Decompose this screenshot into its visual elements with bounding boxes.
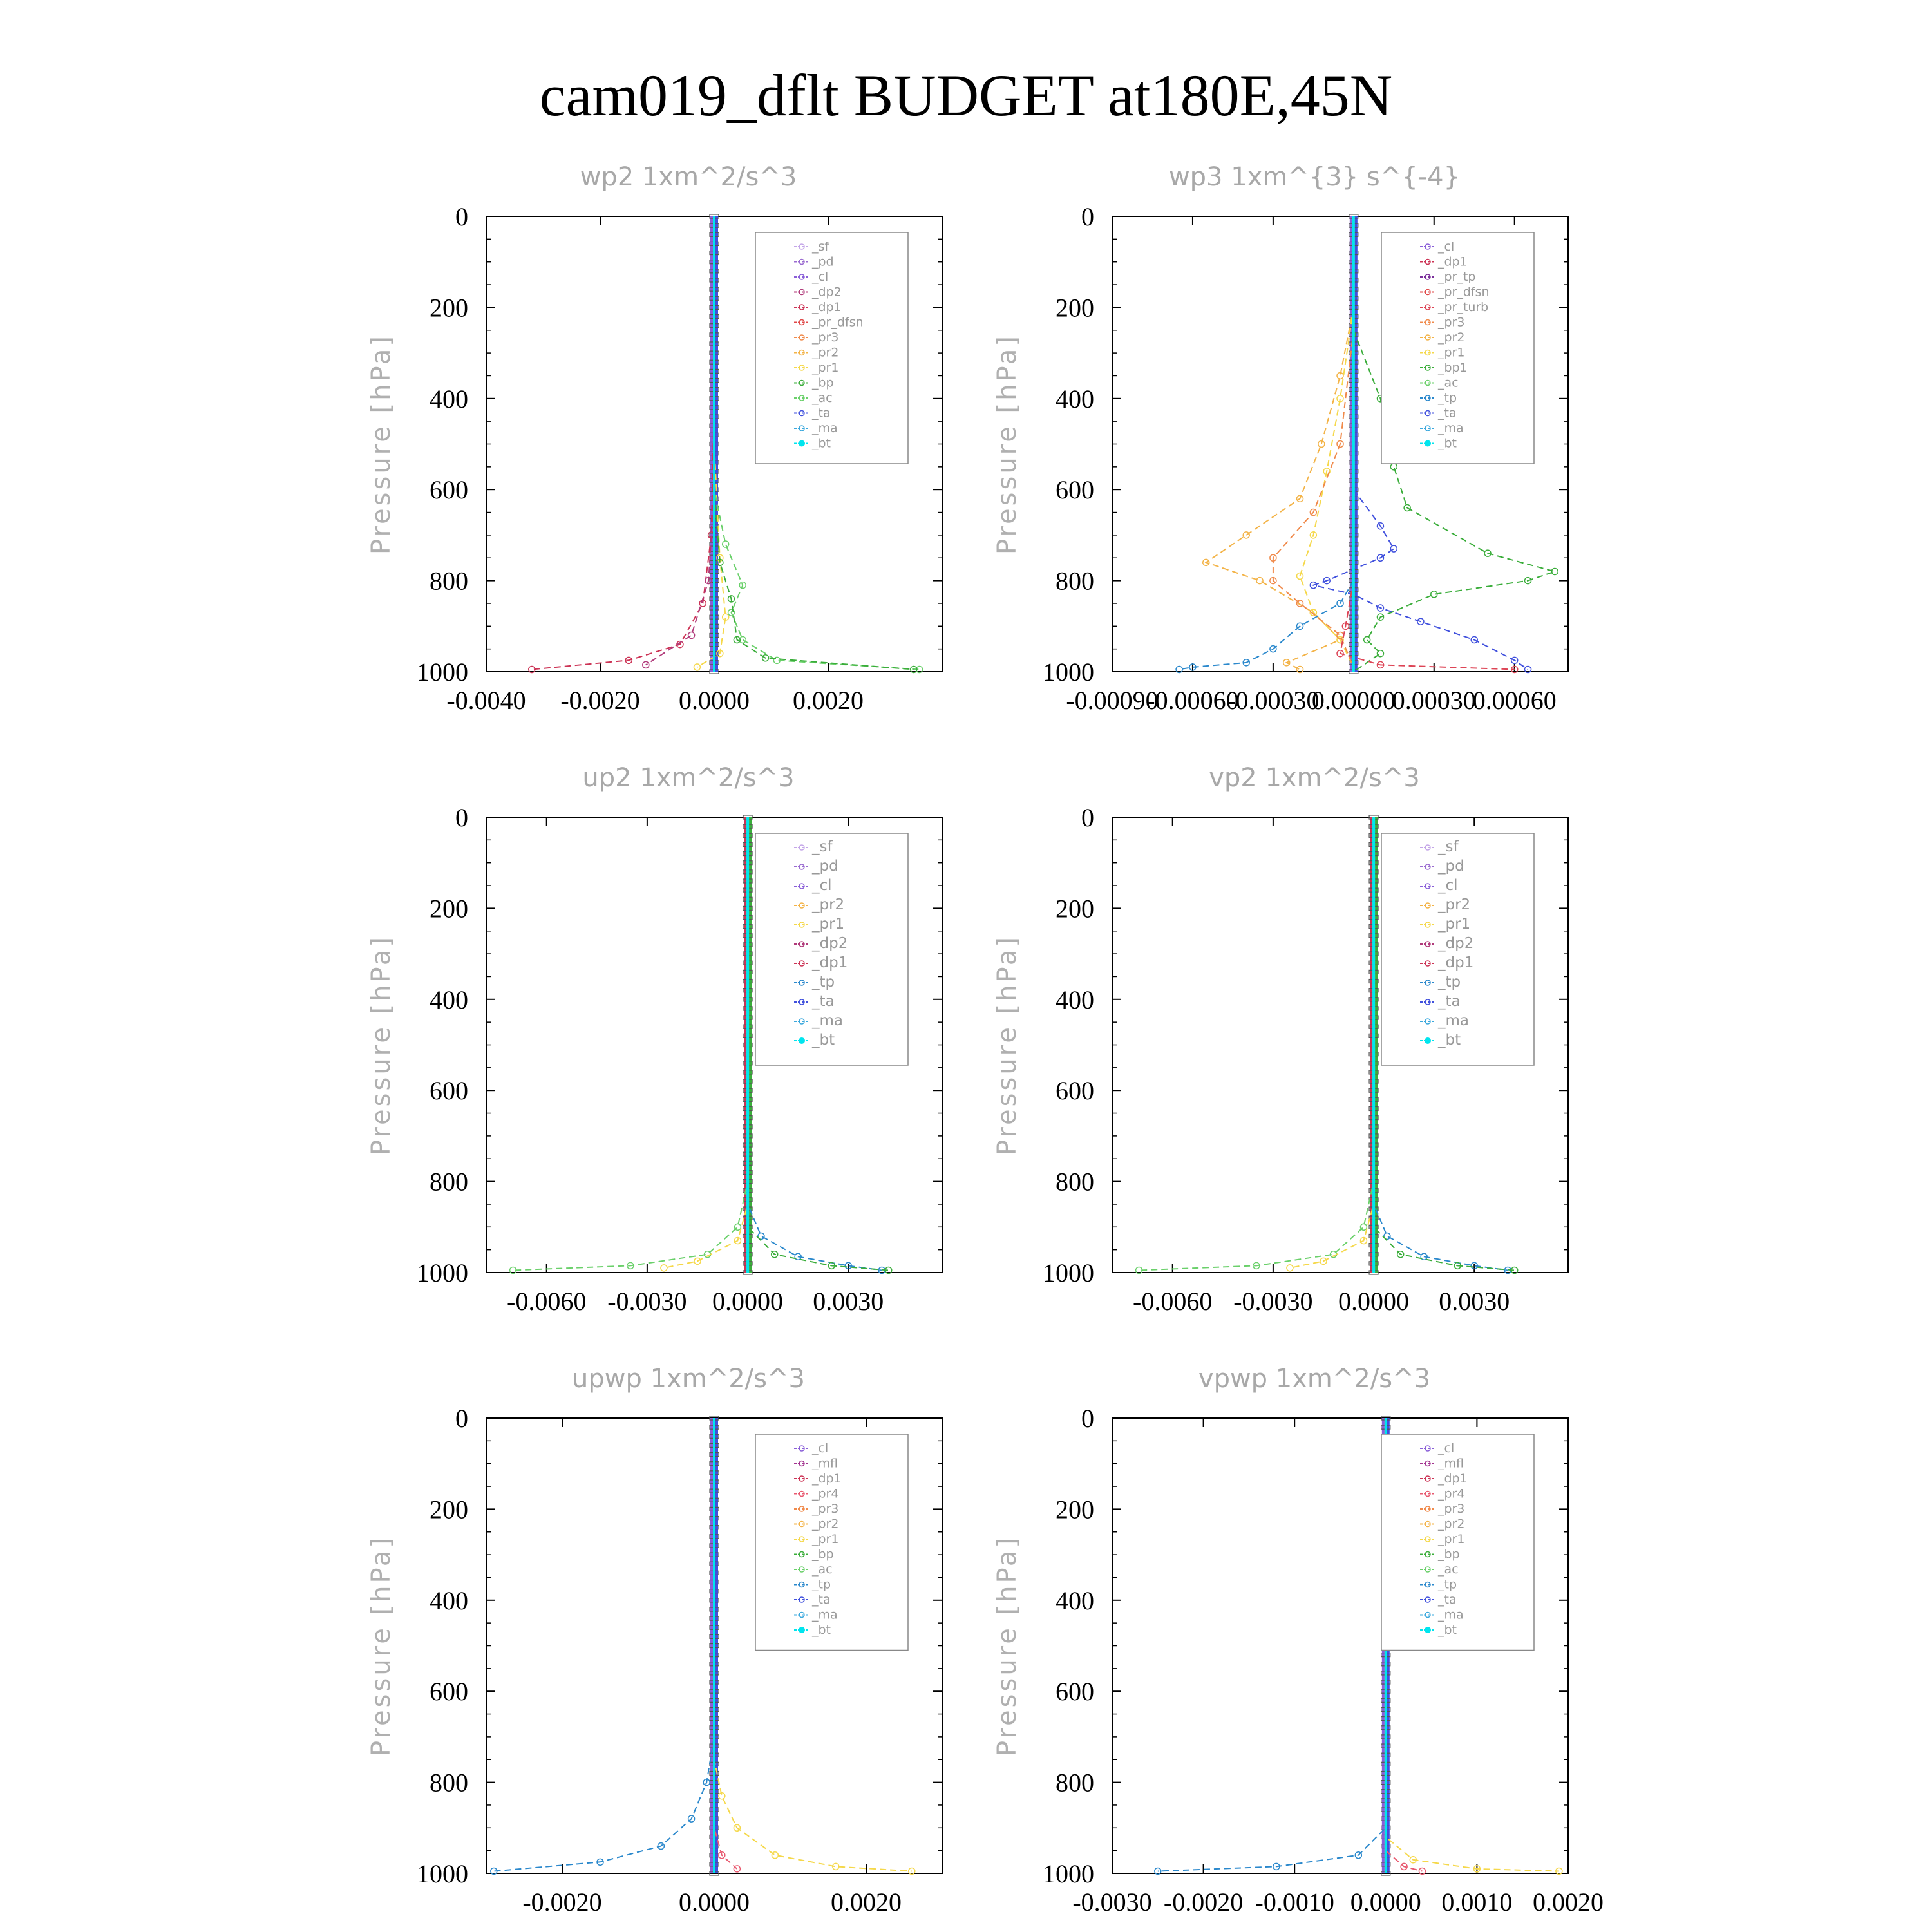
- legend-label: _bp: [812, 1547, 834, 1562]
- series-line-dp1: [513, 817, 748, 1271]
- legend-label: _tp: [1438, 391, 1457, 405]
- legend-label: _pd: [1438, 858, 1464, 875]
- legend-label: _tp: [1438, 974, 1461, 990]
- y-tick-label: 200: [430, 1495, 468, 1524]
- x-tick-label: 0.0000: [712, 1287, 784, 1316]
- series-marker-pr4: [734, 1866, 740, 1872]
- legend-label: _pr1: [1438, 1532, 1465, 1546]
- y-tick-label: 200: [430, 894, 468, 923]
- legend-label: _bt: [812, 1623, 831, 1637]
- legend-label: _pr1: [812, 1532, 839, 1546]
- y-tick-label: 400: [430, 384, 468, 413]
- legend-label: _mfl: [812, 1456, 838, 1471]
- legend-label: _ta: [812, 406, 831, 421]
- x-tick-label: 0.0030: [813, 1287, 884, 1316]
- y-axis-label: Pressure [hPa]: [992, 334, 1022, 554]
- series-marker-pr1: [1297, 573, 1303, 580]
- y-tick-label: 200: [430, 293, 468, 323]
- panel-vpwp: [992, 1364, 1604, 1917]
- legend: [755, 833, 908, 1065]
- y-tick-label: 1000: [1043, 1258, 1094, 1287]
- y-axis-label: Pressure [hPa]: [992, 934, 1022, 1155]
- x-tick-label: 0.0000: [1350, 1888, 1421, 1917]
- series-marker-ac: [723, 541, 729, 547]
- panel-vp2: [992, 763, 1568, 1316]
- legend-label: _dp1: [812, 1472, 842, 1486]
- y-tick-label: 800: [430, 1768, 468, 1797]
- legend-label: _pr3: [812, 330, 839, 345]
- legend-marker: [799, 1627, 805, 1633]
- y-tick-label: 0: [1081, 202, 1094, 231]
- legend-label: _bt: [1438, 436, 1457, 451]
- x-tick-label: 0.0000: [679, 1888, 750, 1917]
- x-tick-label: -0.00030: [1227, 686, 1320, 715]
- legend-label: _bp: [1438, 1547, 1460, 1562]
- x-tick-label: 0.0000: [679, 686, 750, 715]
- y-axis-label: Pressure [hPa]: [366, 334, 396, 554]
- legend-marker: [1425, 440, 1431, 447]
- panel-up2: [366, 763, 942, 1316]
- x-tick-label: -0.0010: [1255, 1888, 1334, 1917]
- legend-label: _pr3: [1438, 1502, 1465, 1516]
- panel-title: vp2 1xm^2/s^3: [1209, 763, 1420, 793]
- legend: [1381, 1434, 1534, 1651]
- legend-label: _cl: [812, 270, 829, 284]
- y-tick-label: 1000: [1043, 1859, 1094, 1888]
- legend-label: _dp1: [1438, 954, 1474, 971]
- legend-label: _pr2: [812, 1517, 839, 1531]
- panel-wp3: [992, 162, 1568, 715]
- legend-label: _ma: [812, 1012, 843, 1029]
- y-tick-label: 600: [430, 1076, 468, 1106]
- legend-label: _pr2: [1438, 1517, 1465, 1531]
- legend-label: _cl: [1438, 240, 1455, 254]
- series-marker-ta: [1390, 545, 1397, 552]
- legend-label: _dp1: [1438, 1472, 1468, 1486]
- legend-label: _dp2: [812, 935, 848, 952]
- legend-label: _bt: [1438, 1032, 1461, 1048]
- legend-label: _pd: [812, 254, 834, 269]
- legend-marker: [799, 1037, 805, 1044]
- series-marker-dp2: [688, 632, 695, 638]
- x-tick-label: 0.0020: [831, 1888, 902, 1917]
- y-tick-label: 600: [430, 475, 468, 505]
- y-tick-label: 600: [1056, 1677, 1094, 1707]
- x-tick-label: -0.00090: [1066, 686, 1159, 715]
- y-tick-label: 600: [430, 1677, 468, 1707]
- y-tick-label: 0: [455, 202, 468, 231]
- x-tick-label: -0.0040: [446, 686, 526, 715]
- legend-label: _ac: [812, 1562, 833, 1577]
- series-line-tp: [1158, 1418, 1386, 1871]
- legend-label: _ac: [1438, 1562, 1459, 1577]
- legend-label: _pr_tp: [1438, 270, 1476, 284]
- panel-title: upwp 1xm^2/s^3: [572, 1364, 805, 1394]
- legend-label: _cl: [1438, 877, 1458, 894]
- x-tick-label: 0.0020: [1533, 1888, 1604, 1917]
- series-line-pr1: [1300, 307, 1354, 667]
- series-line-pr3: [1273, 330, 1354, 667]
- y-tick-label: 400: [430, 1586, 468, 1615]
- y-axis-label: Pressure [hPa]: [366, 934, 396, 1155]
- legend-label: _pr4: [1438, 1486, 1465, 1501]
- panel-wp2: [366, 162, 942, 715]
- legend: [755, 1434, 908, 1651]
- legend-label: _ta: [1438, 993, 1461, 1010]
- x-tick-label: 0.00030: [1392, 686, 1476, 715]
- legend-label: _pr2: [812, 345, 839, 360]
- legend-label: _mfl: [1438, 1456, 1464, 1471]
- series-line-pr_turb: [1340, 581, 1515, 670]
- x-tick-label: -0.0030: [607, 1287, 687, 1316]
- legend-label: _ta: [1438, 406, 1457, 421]
- series-marker-pr1: [1287, 1265, 1293, 1271]
- legend-marker: [799, 440, 805, 447]
- x-tick-label: -0.0030: [1072, 1888, 1152, 1917]
- legend-label: _pr_turb: [1438, 300, 1489, 314]
- legend-label: _sf: [1438, 838, 1459, 855]
- y-tick-label: 1000: [1043, 658, 1094, 687]
- y-tick-label: 400: [1056, 1586, 1094, 1615]
- panel-title: vpwp 1xm^2/s^3: [1198, 1364, 1431, 1394]
- legend-label: _pr_dfsn: [812, 315, 864, 330]
- legend-label: _pr1: [812, 361, 839, 375]
- legend-label: _pr3: [812, 1502, 839, 1516]
- legend-label: _pr1: [1438, 916, 1471, 933]
- series-line-pr1: [1290, 817, 1374, 1268]
- legend-label: _dp2: [1438, 935, 1474, 952]
- legend-label: _pr1: [1438, 345, 1465, 360]
- y-tick-label: 0: [1081, 803, 1094, 832]
- legend-label: _tp: [1438, 1577, 1457, 1592]
- series-marker-pr1: [772, 1852, 778, 1859]
- x-tick-label: 0.0000: [1338, 1287, 1410, 1316]
- legend-label: _ta: [812, 993, 835, 1010]
- legend-label: _ma: [1438, 421, 1464, 435]
- x-tick-label: -0.00060: [1146, 686, 1239, 715]
- series-marker-bp1: [1390, 464, 1397, 470]
- legend-label: _bt: [1438, 1623, 1457, 1637]
- y-tick-label: 600: [1056, 1076, 1094, 1106]
- series-marker-dp1: [1360, 1224, 1367, 1230]
- legend-label: _ma: [812, 421, 838, 435]
- legend-label: _dp1: [1438, 254, 1468, 269]
- legend-label: _pr_dfsn: [1438, 285, 1490, 299]
- legend-label: _ta: [812, 1593, 831, 1607]
- legend-label: _sf: [812, 240, 829, 254]
- legend-label: _cl: [1438, 1441, 1455, 1455]
- legend: [1381, 833, 1534, 1065]
- series-line-pr1: [664, 817, 748, 1268]
- y-tick-label: 0: [1081, 1404, 1094, 1433]
- legend: [755, 232, 908, 464]
- y-tick-label: 200: [1056, 894, 1094, 923]
- y-tick-label: 1000: [417, 1859, 468, 1888]
- legend-label: _sf: [812, 838, 833, 855]
- legend-label: _dp2: [812, 285, 842, 299]
- y-tick-label: 800: [1056, 566, 1094, 596]
- x-tick-label: -0.0060: [507, 1287, 587, 1316]
- y-tick-label: 600: [1056, 475, 1094, 505]
- y-tick-label: 1000: [417, 1258, 468, 1287]
- legend-label: _cl: [812, 1441, 829, 1455]
- series-line-tp: [494, 1418, 714, 1871]
- panel-title: up2 1xm^2/s^3: [582, 763, 795, 793]
- legend-label: _ma: [1438, 1607, 1464, 1622]
- y-tick-label: 1000: [417, 658, 468, 687]
- series-marker-pr2: [1256, 578, 1263, 584]
- series-marker-pr3: [1337, 632, 1343, 638]
- series-marker-pr1: [661, 1265, 667, 1271]
- x-tick-label: 0.0020: [793, 686, 864, 715]
- y-tick-label: 200: [1056, 293, 1094, 323]
- x-tick-label: 0.0010: [1441, 1888, 1513, 1917]
- legend-label: _bt: [812, 1032, 835, 1048]
- x-tick-label: -0.0020: [522, 1888, 602, 1917]
- x-tick-label: 0.00000: [1311, 686, 1396, 715]
- legend-label: _pr2: [812, 896, 845, 913]
- legend-label: _pd: [812, 858, 838, 875]
- series-marker-bp1: [1364, 637, 1370, 643]
- legend-label: _ac: [1438, 375, 1459, 390]
- y-tick-label: 800: [430, 1167, 468, 1197]
- y-tick-label: 400: [1056, 985, 1094, 1014]
- series-line-dp1: [532, 216, 714, 670]
- legend-label: _pr1: [812, 916, 845, 933]
- y-tick-label: 400: [430, 985, 468, 1014]
- legend-label: _cl: [812, 877, 832, 894]
- x-tick-label: 0.00060: [1472, 686, 1557, 715]
- x-tick-label: 0.0030: [1439, 1287, 1510, 1316]
- legend-label: _tp: [812, 1577, 831, 1592]
- y-tick-label: 400: [1056, 384, 1094, 413]
- legend-label: _pr4: [812, 1486, 839, 1501]
- x-tick-label: -0.0020: [560, 686, 640, 715]
- panel-upwp: [366, 1364, 942, 1917]
- legend-marker: [1425, 1037, 1431, 1044]
- legend-label: _dp1: [812, 300, 842, 314]
- legend-label: _pr2: [1438, 896, 1471, 913]
- legend-label: _ma: [812, 1607, 838, 1622]
- legend-marker: [1425, 1627, 1431, 1633]
- legend: [1381, 232, 1534, 464]
- y-axis-label: Pressure [hPa]: [366, 1535, 396, 1756]
- legend-label: _bp: [812, 375, 834, 390]
- legend-label: _bt: [812, 436, 831, 451]
- y-tick-label: 800: [1056, 1768, 1094, 1797]
- figure-title: cam019_dflt BUDGET at180E,45N: [539, 62, 1393, 128]
- y-axis-label: Pressure [hPa]: [992, 1535, 1022, 1756]
- series-marker-dp1: [734, 1224, 741, 1230]
- y-tick-label: 0: [455, 803, 468, 832]
- x-tick-label: -0.0030: [1233, 1287, 1313, 1316]
- panel-title: wp3 1xm^{3} s^{-4}: [1168, 162, 1461, 192]
- panel-title: wp2 1xm^2/s^3: [580, 162, 797, 192]
- y-tick-label: 200: [1056, 1495, 1094, 1524]
- series-line-dp1: [1139, 817, 1374, 1271]
- legend-label: _tp: [812, 974, 835, 990]
- legend-label: _bp1: [1438, 361, 1468, 375]
- legend-label: _ma: [1438, 1012, 1469, 1029]
- x-tick-label: -0.0020: [1163, 1888, 1244, 1917]
- legend-label: _pr3: [1438, 315, 1465, 330]
- y-tick-label: 800: [430, 566, 468, 596]
- x-tick-label: -0.0060: [1133, 1287, 1213, 1316]
- legend-label: _dp1: [812, 954, 848, 971]
- y-tick-label: 0: [455, 1404, 468, 1433]
- legend-label: _ta: [1438, 1593, 1457, 1607]
- y-tick-label: 800: [1056, 1167, 1094, 1197]
- series-marker-pr1: [694, 664, 700, 670]
- series-line-ta: [1313, 489, 1528, 669]
- series-marker-bp1: [1377, 650, 1383, 657]
- series-line-pr2: [1206, 307, 1354, 669]
- legend-label: _ac: [812, 391, 833, 405]
- legend-label: _pr2: [1438, 330, 1465, 345]
